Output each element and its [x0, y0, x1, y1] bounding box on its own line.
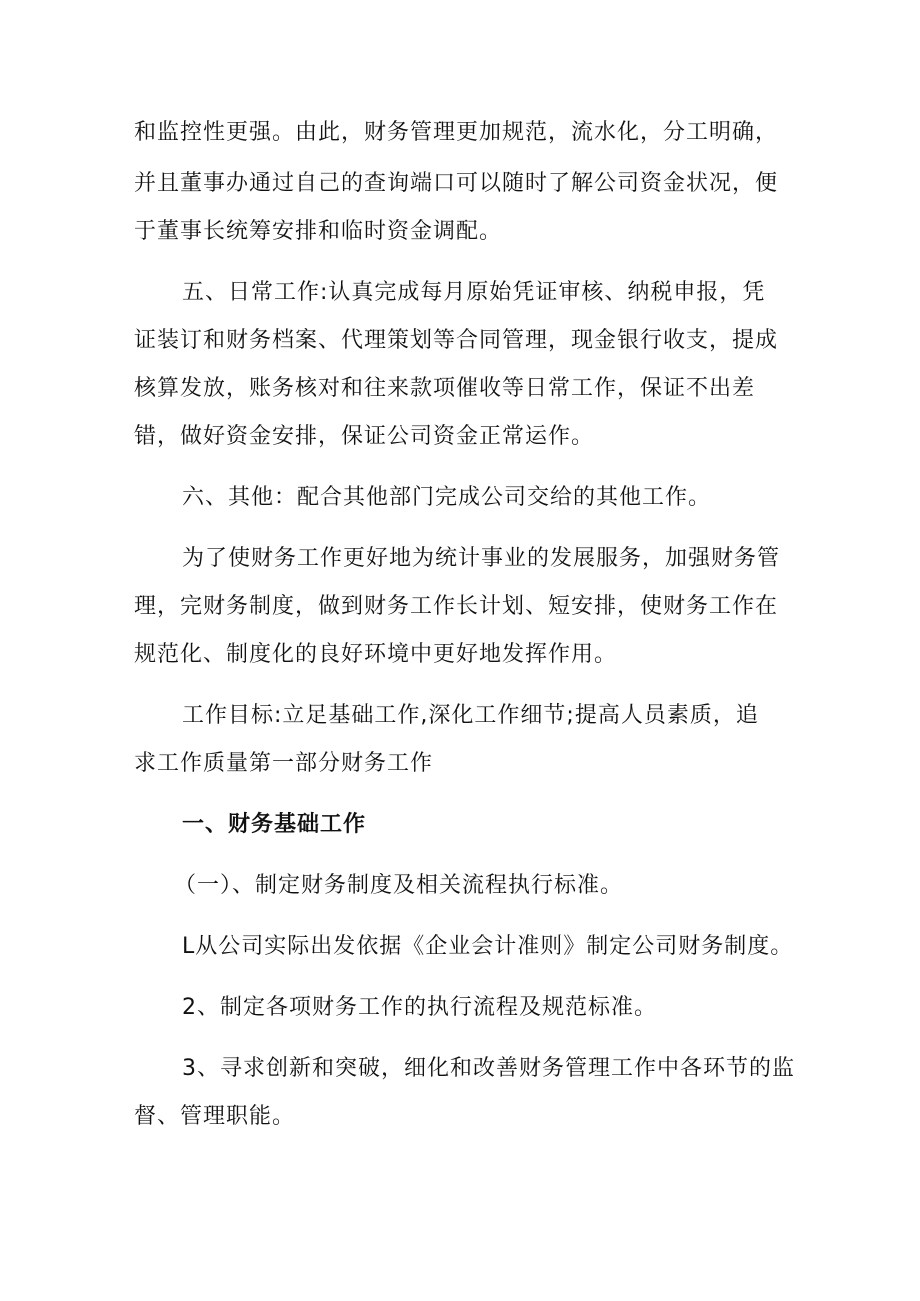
paragraph-line: 五、日常工作:认真完成每月原始凭证审核、纳税申报，凭 — [182, 280, 766, 305]
paragraph-line: 工作目标:立足基础工作,深化工作细节;提高人员素质，追 — [182, 703, 759, 728]
list-item: 3、寻求创新和突破，细化和改善财务管理工作中各环节的监 — [182, 1056, 795, 1081]
paragraph-line: 核算发放，账务核对和往来款项催收等日常工作，保证不出差 — [134, 376, 756, 401]
paragraph-line: 规范化、制度化的良好环境中更好地发挥作用。 — [134, 642, 618, 667]
paragraph-line: 于董事长统筹安排和临时资金调配。 — [134, 219, 503, 244]
list-item: L从公司实际出发依据《企业会计准则》制定公司财务制度。 — [182, 934, 794, 959]
section-heading: 一、财务基础工作 — [182, 812, 367, 837]
paragraph-line: 错，做好资金安排，保证公司资金正常运作。 — [134, 424, 595, 449]
paragraph-line: 求工作质量第一部分财务工作 — [134, 751, 434, 776]
paragraph-line: 六、其他：配合其他部门完成公司交给的其他工作。 — [182, 485, 712, 510]
paragraph-line: 和监控性更强。由此，财务管理更加规范，流水化，分工明确， — [134, 120, 779, 145]
list-item: 2、制定各项财务工作的执行流程及规范标准。 — [182, 995, 657, 1020]
paragraph-line: 为了使财务工作更好地为统计事业的发展服务，加强财务管 — [182, 546, 781, 571]
list-item-continuation: 督、管理职能。 — [134, 1104, 296, 1129]
paragraph-line: 证装订和财务档案、代理策划等合同管理，现金银行收支，提成 — [134, 328, 779, 353]
subsection-heading: （一）、制定财务制度及相关流程执行标准。 — [174, 873, 624, 898]
paragraph-line: 并且董事办通过自己的查询端口可以随时了解公司资金状况，便 — [134, 171, 779, 196]
paragraph-line: 理，完财务制度，做到财务工作长计划、短安排，使财务工作在 — [134, 594, 779, 619]
